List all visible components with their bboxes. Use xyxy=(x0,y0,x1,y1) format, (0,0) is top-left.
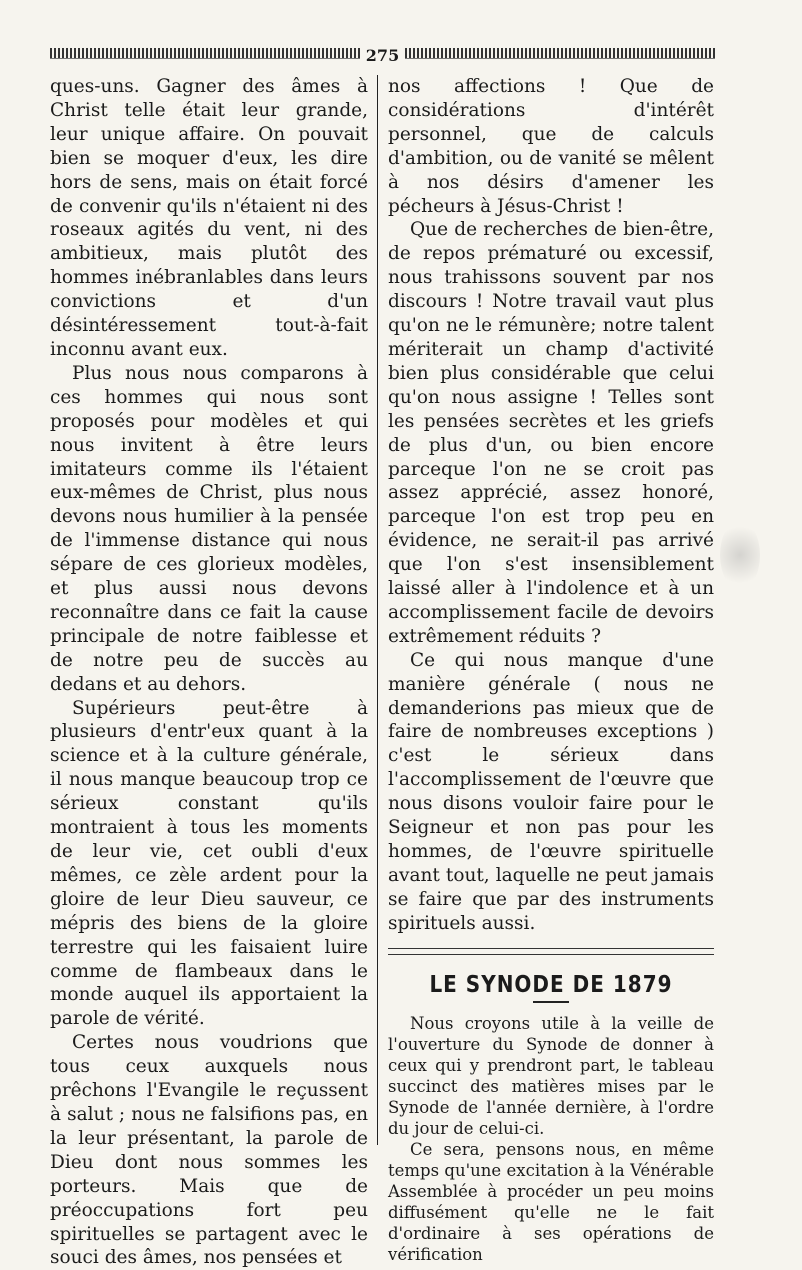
paragraph: nos affections ! Que de considérations d'intérêt personnel, que de calculs d'ambition, ou de vanité se mêlent à nos désirs d'amener les pécheurs à Jésus-Christ ! xyxy=(388,76,714,217)
header-rule-right xyxy=(405,48,715,59)
left-column xyxy=(50,75,368,1270)
paragraph: Nous croyons utile à la veille de l'ouverture du Synode de donner à ceux qui y prendront part, le tableau succinct des matières mises par le Synode de l'année dernière, à l'ordre du jour de celui-ci. xyxy=(388,1013,714,1138)
paragraph: ques-uns. Gagner des âmes à Christ telle était leur grande, leur unique affaire. On pouvait bien se moquer d'eux, les dire hors de sens, mais on était forcé de convenir qu'ils n'étaient ni des roseaux agités du vent, ni des ambitieux, mais plutôt des hommes inébranlables dans leurs convictions et d'un désintéressement tout-à-fait inconnu avant eux. xyxy=(50,76,368,360)
paragraph: Ce qui nous manque d'une manière générale ( nous ne demanderions pas mieux que de faire de nombreuses exceptions ) c'est le sérieux dans l'accomplissement de l'œuvre que nous disons vouloir faire pour le Seigneur et non pas pour les hommes, de l'œuvre spirituelle avant tout, laquelle ne peut jamais se faire que par des instruments spirituels aussi. xyxy=(388,649,714,934)
paragraph: Supérieurs peut-être à plusieurs d'entr'eux quant à la science et à la culture générale, il nous manque beaucoup trop ce sérieux constant qu'ils montraient à tous les moments de leur vie, cet oubli d'eux mêmes, ce zèle ardent pour la gloire de leur Dieu sauveur, ce mépris des biens de la gloire terrestre qui les faisaient luire comme de flambeaux dans le monde auquel ils apportaient la parole de vérité. xyxy=(50,697,368,1030)
column-divider xyxy=(377,75,378,1145)
section-title: LE SYNODE DE 1879 xyxy=(429,969,673,998)
paragraph: Plus nous nous comparons à ces hommes qui nous sont proposés pour modèles et qui nous invitent à être leurs imitateurs comme ils l'étaient eux-mêmes de Christ, plus nous devons nous humilier à la pensée de l'immense distance qui nous sépare de ces glorieux modèles, et plus aussi nous devons reconnaître dans ce fait la cause principale de notre faiblesse et de notre peu de succès au dedans et au dehors. xyxy=(50,362,368,695)
page-header xyxy=(50,42,715,68)
paragraph: Que de recherches de bien-être, de repos prématuré ou excessif, nous trahissons souvent par nos discours ! Notre travail vaut plus qu'on ne le rémunère; notre talent mériterait un champ d'activité bien plus considérable que celui qu'on nous assigne ! Telles sont les pensées secrètes et les griefs de plus d'un, ou bien encore parceque l'on ne se croit pas assez apprécié, assez honoré, parceque l'on est trop peu en évidence, ne serait-il pas arrivé que l'on s'est insensiblement laissé aller à l'indolence et à un accomplissement facile de devoirs extrêmement réduits ? xyxy=(388,219,714,647)
paragraph: Ce sera, pensons nous, en même temps qu'une excitation à la Vénérable Assemblée à procéder un peu moins diffusément qu'elle ne le fait d'ordinaire à ses opérations de vérification xyxy=(388,1139,714,1264)
section-divider xyxy=(388,948,714,955)
header-rule-left xyxy=(50,48,360,59)
title-underline xyxy=(533,1001,569,1003)
paragraph: Certes nous voudrions que tous ceux auxquels nous prêchons l'Evangile le reçussent à salut ; nous ne falsifions pas, en la leur présentant, la parole de Dieu dont nous sommes les porteurs. Mais que de préoccupations fort peu spirituelles se partagent avec le souci des âmes, nos pensées et xyxy=(50,1032,368,1269)
ink-stain xyxy=(720,520,760,590)
right-column xyxy=(388,75,714,1265)
page-number: 275 xyxy=(365,45,400,65)
